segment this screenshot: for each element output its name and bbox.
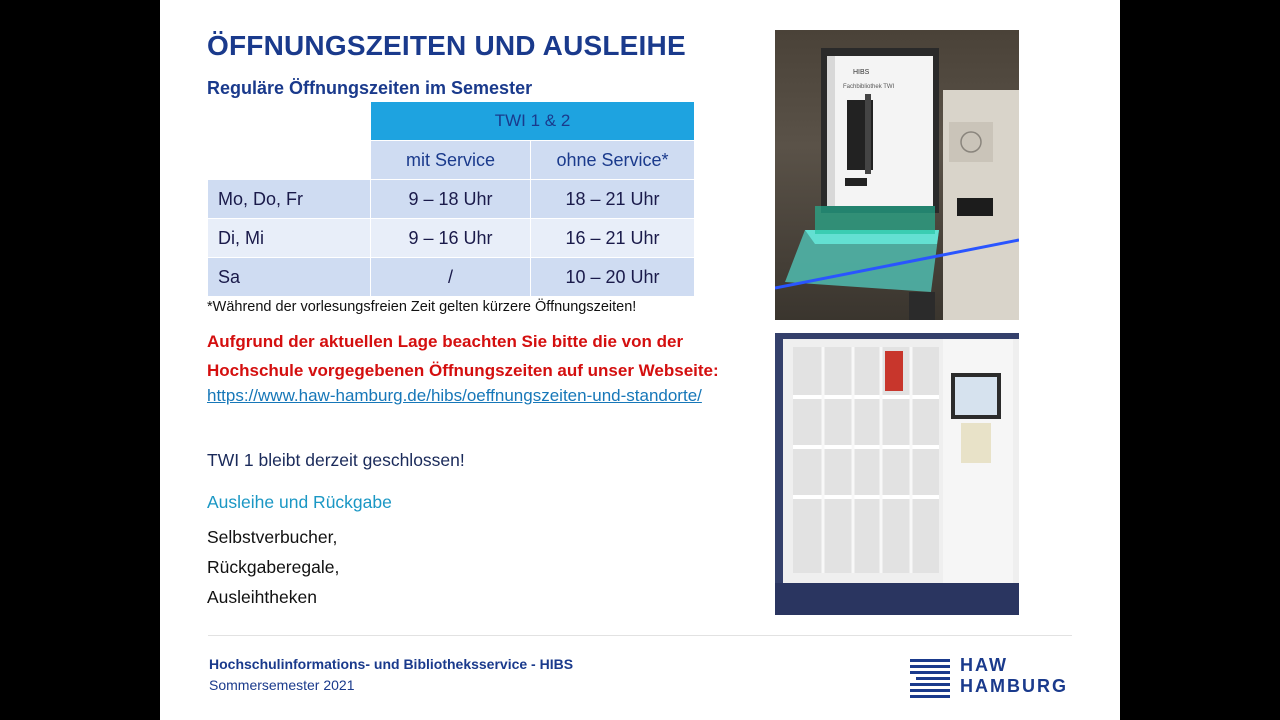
row-day: Di, Mi (208, 219, 371, 258)
table-row (208, 219, 695, 258)
row-with-service: / (371, 258, 531, 297)
footer-term: Sommersemester 2021 (209, 677, 355, 693)
haw-hamburg-logo (910, 655, 1075, 700)
footer-divider (208, 635, 1072, 636)
row-with-service: 9 – 16 Uhr (371, 219, 531, 258)
footer-organization: Hochschulinformations- und Bibliotheksservice - HIBS (209, 656, 574, 672)
loan-list (207, 526, 339, 616)
closed-notice: TWI 1 bleibt derzeit geschlossen! (207, 450, 465, 470)
loan-heading: Ausleihe und Rückgabe (207, 492, 392, 512)
notice-text (207, 327, 787, 385)
kiosk-screen-text: Fachbibliothek TWI (843, 84, 895, 90)
row-with-service: 9 – 18 Uhr (371, 180, 531, 219)
return-shelf-photo (775, 333, 1019, 615)
haw-logo-text (960, 655, 1068, 697)
table-row (208, 180, 695, 219)
table-corner (208, 141, 371, 180)
slide-subtitle: Reguläre Öffnungszeiten im Semester (207, 78, 533, 98)
row-day: Sa (208, 258, 371, 297)
opening-hours-table (207, 101, 695, 297)
row-without-service: 16 – 21 Uhr (531, 219, 695, 258)
table-footnote: *Während der vorlesungsfreien Zeit gelten kürzere Öffnungszeiten! (207, 299, 637, 315)
row-without-service: 10 – 20 Uhr (531, 258, 695, 297)
table-corner (208, 102, 371, 141)
haw-logo-line2: HAMBURG (960, 676, 1068, 696)
slide (160, 0, 1120, 720)
opening-hours-link[interactable]: https://www.haw-hamburg.de/hibs/oeffnungszeiten-und-standorte/ (207, 386, 702, 405)
shelf-illustration (775, 333, 1019, 615)
table-row (208, 258, 695, 297)
list-item: Ausleihtheken (207, 587, 317, 607)
list-item: Selbstverbucher, (207, 527, 338, 547)
row-day: Mo, Do, Fr (208, 180, 371, 219)
haw-logo-line1: HAW (960, 655, 1008, 675)
haw-logo-icon (910, 655, 955, 700)
column-header-without-service: ohne Service* (531, 141, 695, 180)
table-group-header: TWI 1 & 2 (371, 102, 695, 141)
list-item: Rückgaberegale, (207, 557, 340, 577)
kiosk-photo (775, 30, 1019, 320)
slide-title: ÖFFNUNGSZEITEN UND AUSLEIHE (207, 30, 686, 61)
kiosk-illustration (775, 30, 1019, 320)
notice-line: Hochschule vorgegebenen Öffnungszeiten auf unser Webseite: (207, 361, 719, 380)
column-header-with-service: mit Service (371, 141, 531, 180)
notice-line: Aufgrund der aktuellen Lage beachten Sie bitte die von der (207, 332, 684, 351)
kiosk-brand: HIBS (853, 69, 870, 76)
row-without-service: 18 – 21 Uhr (531, 180, 695, 219)
